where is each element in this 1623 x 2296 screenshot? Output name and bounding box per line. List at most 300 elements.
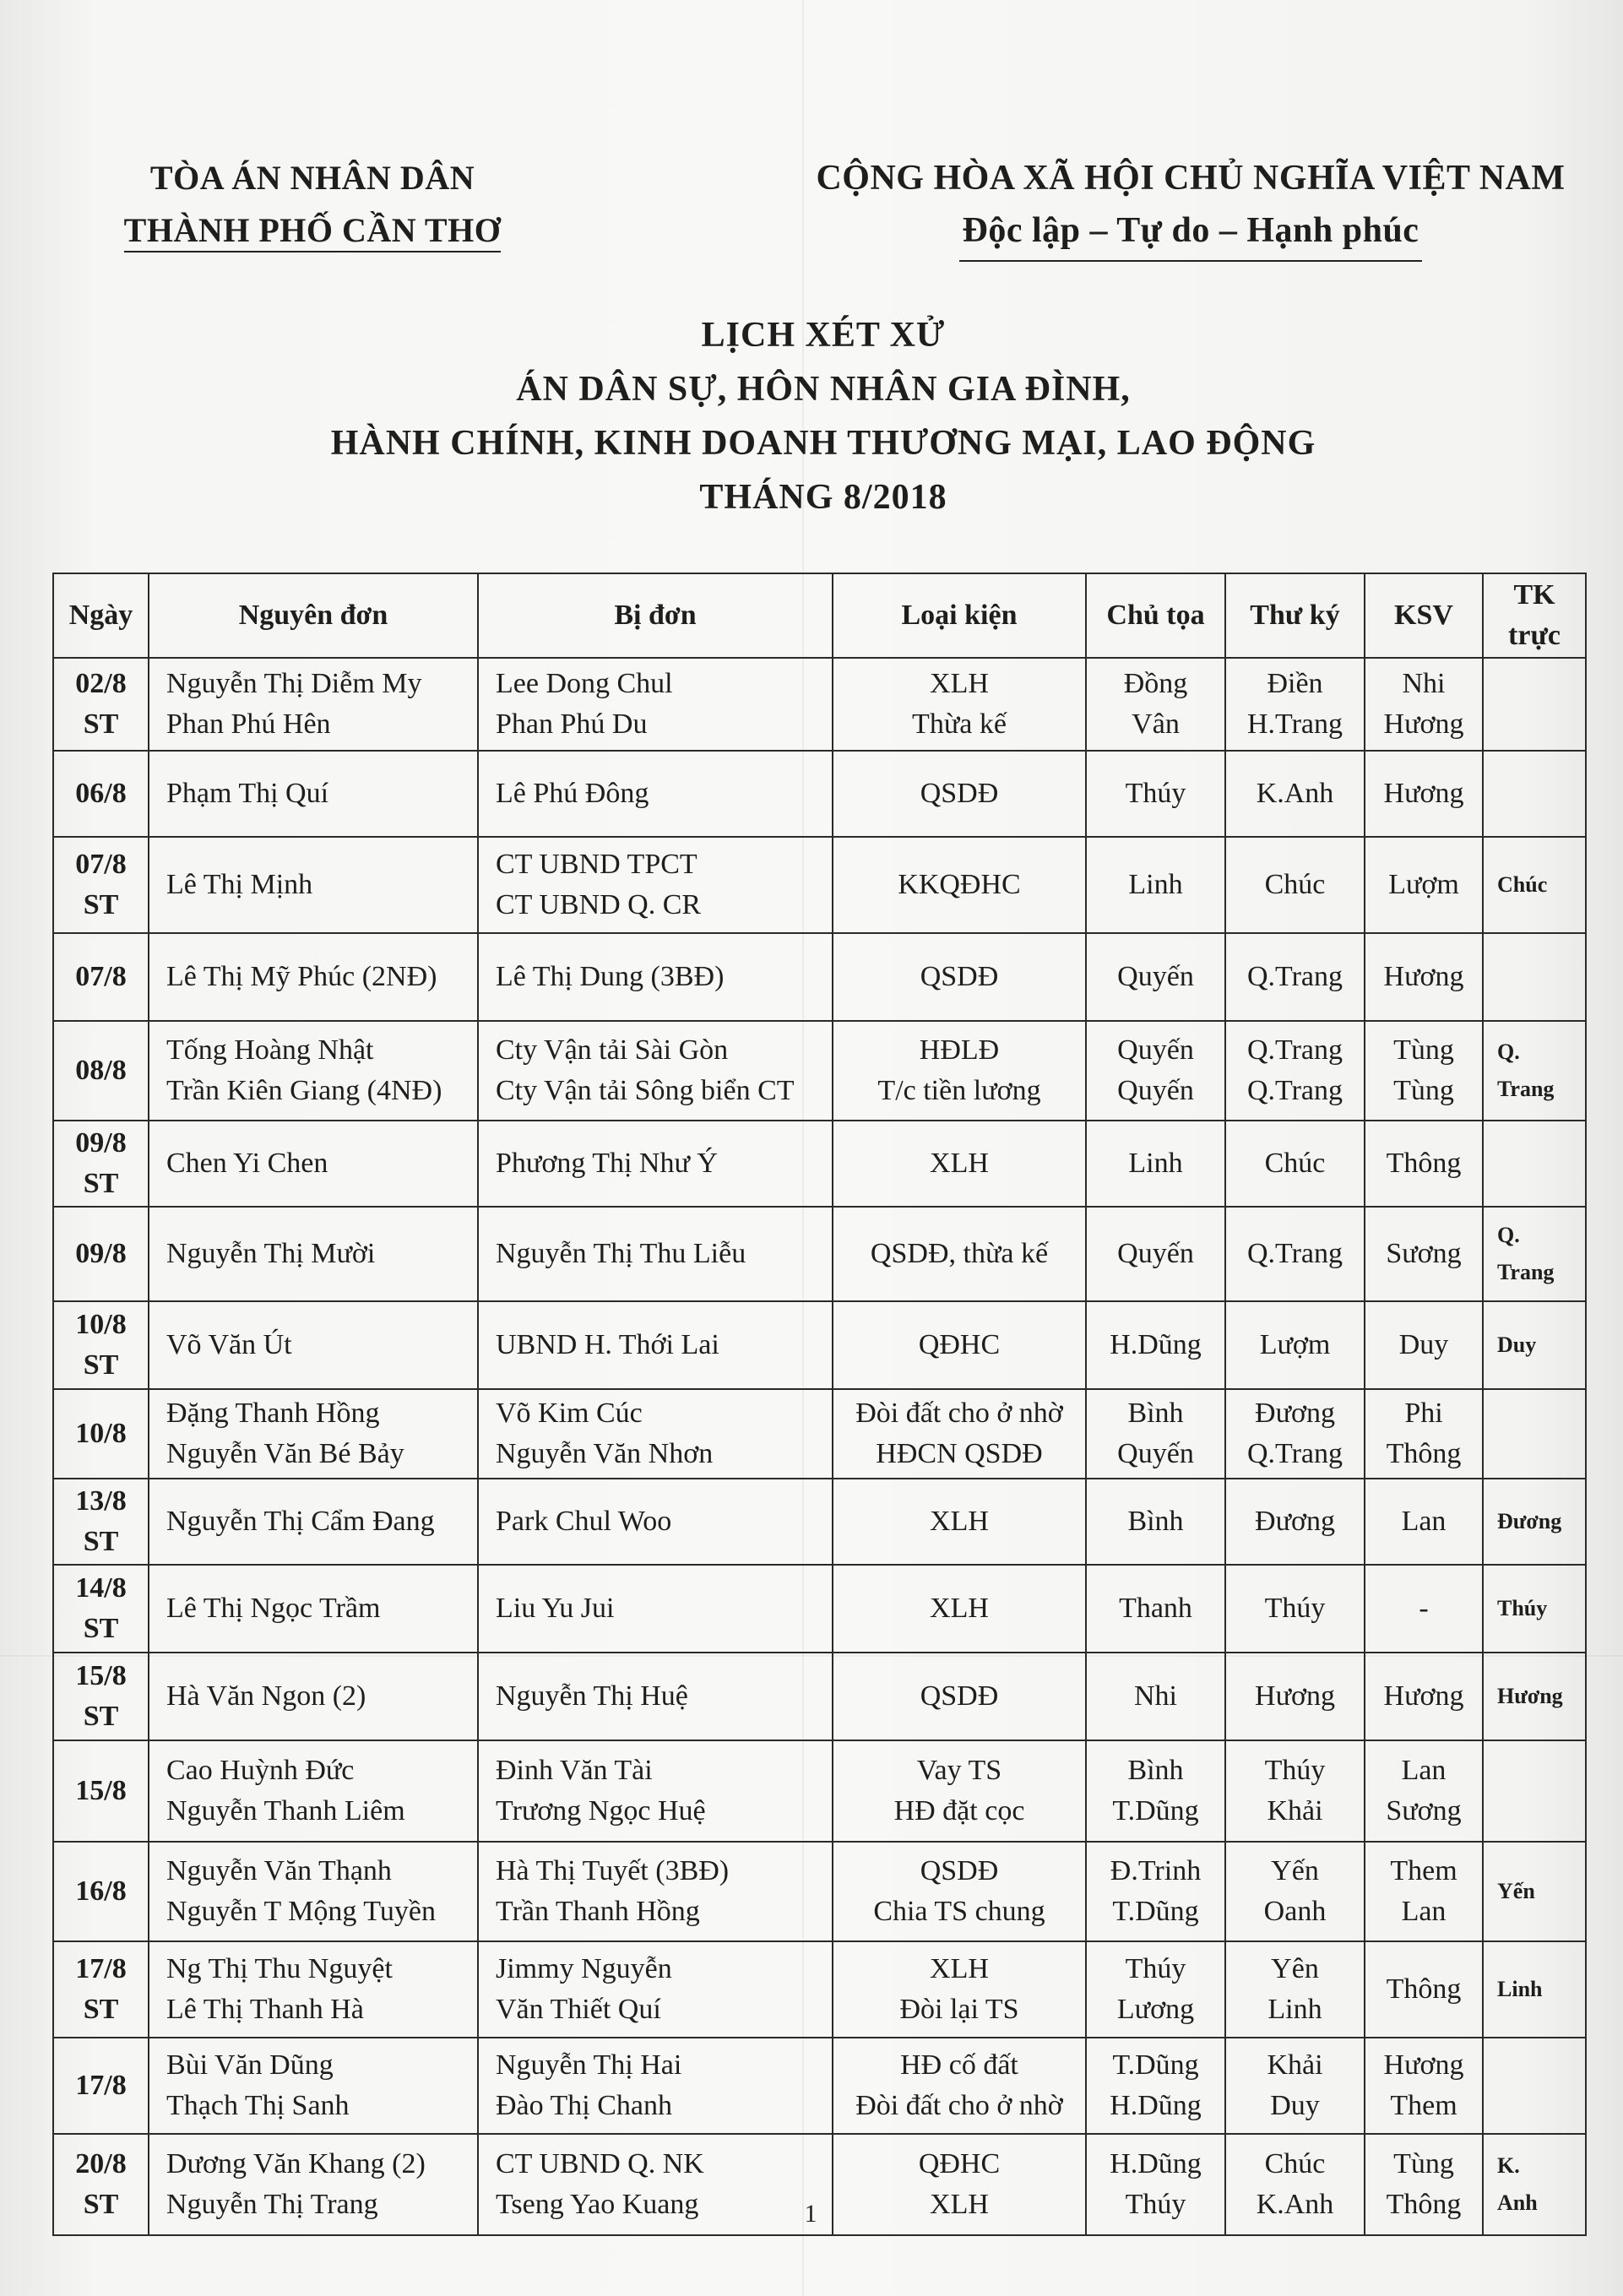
table-row xyxy=(53,751,1586,837)
cell-plaintiff-line: Nguyễn Thị Diễm My xyxy=(166,668,422,699)
cell-day-line: 10/8 xyxy=(75,1309,127,1340)
cell-defendant xyxy=(478,837,833,933)
cell-day xyxy=(53,1301,149,1389)
cell-tk-on-duty xyxy=(1483,1842,1586,1941)
cell-clerk-line: K.Anh xyxy=(1256,778,1334,809)
cell-prosecutor-line: Hương xyxy=(1383,708,1464,740)
cell-clerk xyxy=(1225,1207,1365,1301)
cell-presiding-line: Linh xyxy=(1128,869,1183,900)
cell-presiding-line: Thúy xyxy=(1125,778,1186,809)
col-header-day: Ngày xyxy=(53,573,149,658)
cell-prosecutor xyxy=(1365,1207,1483,1301)
table-row xyxy=(53,1021,1586,1121)
cell-tk-on-duty xyxy=(1483,2038,1586,2134)
cell-day xyxy=(53,751,149,837)
cell-plaintiff xyxy=(149,1021,478,1121)
cell-tk-on-duty xyxy=(1483,1021,1586,1121)
cell-clerk xyxy=(1225,933,1365,1021)
cell-plaintiff-line: Tống Hoàng Nhật xyxy=(166,1034,374,1066)
cell-presiding xyxy=(1086,1207,1225,1301)
cell-clerk-line: Hương xyxy=(1255,1680,1335,1712)
cell-tk-on-duty xyxy=(1483,837,1586,933)
cell-plaintiff xyxy=(149,1842,478,1941)
cell-tk-on-duty-line: Linh xyxy=(1497,1977,1543,2001)
col-header-clerk: Thư ký xyxy=(1225,573,1365,658)
cell-plaintiff-line: Phạm Thị Quí xyxy=(166,778,329,809)
cell-defendant-line: Nguyễn Thị Thu Liễu xyxy=(496,1238,746,1269)
cell-clerk-line: Lượm xyxy=(1259,1329,1331,1360)
table-header-row xyxy=(53,573,1586,658)
cell-defendant xyxy=(478,1842,833,1941)
cell-plaintiff-line: Chen Yi Chen xyxy=(166,1148,328,1179)
cell-day xyxy=(53,1479,149,1565)
cell-plaintiff xyxy=(149,2134,478,2235)
cell-defendant-line: Liu Yu Jui xyxy=(496,1593,615,1624)
cell-prosecutor-line: Tùng xyxy=(1393,2148,1454,2179)
table-row xyxy=(53,658,1586,751)
cell-defendant xyxy=(478,658,833,751)
cell-case-type-line: XLH xyxy=(930,1593,989,1624)
cell-clerk-line: Yên xyxy=(1271,1953,1319,1984)
title-line-4: THÁNG 8/2018 xyxy=(699,478,947,517)
cell-day-line: 08/8 xyxy=(75,1055,127,1086)
cell-prosecutor-line: Phi xyxy=(1404,1398,1443,1429)
cell-plaintiff xyxy=(149,658,478,751)
cell-case-type-line: HĐ đặt cọc xyxy=(893,1795,1025,1826)
cell-day xyxy=(53,1653,149,1740)
table-row xyxy=(53,1389,1586,1479)
cell-day xyxy=(53,1121,149,1207)
cell-day-line: ST xyxy=(83,1701,119,1732)
cell-case-type xyxy=(833,2134,1086,2235)
cell-day-line: ST xyxy=(83,889,119,920)
cell-day-line: ST xyxy=(83,1349,119,1381)
cell-day-line: ST xyxy=(83,1526,119,1557)
cell-plaintiff-line: Lê Thị Mịnh xyxy=(166,869,313,900)
cell-defendant-line: Lê Thị Dung (3BĐ) xyxy=(496,961,725,992)
cell-case-type-line: QSDĐ xyxy=(920,961,999,992)
cell-prosecutor xyxy=(1365,1565,1483,1653)
issuer-header xyxy=(101,152,524,257)
cell-clerk-line: K.Anh xyxy=(1256,2189,1334,2220)
cell-plaintiff-line: Nguyễn Văn Thạnh xyxy=(166,1855,392,1886)
cell-day-line: ST xyxy=(83,1168,119,1199)
cell-plaintiff-line: Phan Phú Hên xyxy=(166,708,331,740)
cell-clerk xyxy=(1225,2134,1365,2235)
cell-clerk-line: Q.Trang xyxy=(1246,1238,1343,1269)
cell-defendant-line: CT UBND Q. CR xyxy=(496,889,702,920)
cell-plaintiff-line: Nguyễn Thanh Liêm xyxy=(166,1795,405,1826)
cell-defendant-line: Tseng Yao Kuang xyxy=(496,2189,699,2220)
cell-prosecutor-line: Sương xyxy=(1386,1238,1462,1269)
cell-tk-on-duty-line: Yến xyxy=(1497,1879,1535,1903)
cell-defendant-line: Lê Phú Đông xyxy=(496,778,649,809)
title-line-1: LỊCH XÉT XỬ xyxy=(701,316,946,355)
cell-prosecutor-line: Nhi xyxy=(1402,668,1446,699)
cell-defendant-line: Đào Thị Chanh xyxy=(496,2090,673,2121)
cell-tk-on-duty xyxy=(1483,1653,1586,1740)
cell-day-line: 09/8 xyxy=(75,1238,127,1269)
cell-case-type xyxy=(833,1941,1086,2038)
cell-prosecutor-line: Them xyxy=(1390,1855,1457,1886)
cell-presiding xyxy=(1086,1653,1225,1740)
cell-clerk-line: Đương xyxy=(1255,1506,1335,1537)
cell-plaintiff xyxy=(149,1941,478,2038)
cell-tk-on-duty-line: Duy xyxy=(1497,1333,1537,1357)
cell-prosecutor-line: Hương xyxy=(1383,1680,1464,1712)
cell-day xyxy=(53,1389,149,1479)
cell-day-line: ST xyxy=(83,708,119,740)
cell-plaintiff-line: Nguyễn Thị Mười xyxy=(166,1238,376,1269)
cell-plaintiff-line: Nguyễn T Mộng Tuyền xyxy=(166,1896,436,1927)
cell-prosecutor-line: Thông xyxy=(1386,1973,1462,2005)
cell-defendant xyxy=(478,933,833,1021)
cell-plaintiff xyxy=(149,837,478,933)
cell-case-type-line: Vay TS xyxy=(916,1755,1002,1786)
cell-case-type-line: XLH xyxy=(930,1953,989,1984)
national-title: CỘNG HÒA XÃ HỘI CHỦ NGHĨA VIỆT NAM xyxy=(816,159,1566,198)
cell-case-type-line: HĐLĐ xyxy=(919,1034,1000,1066)
cell-defendant-line: Võ Kim Cúc xyxy=(496,1398,643,1429)
cell-case-type-line: HĐCN QSDĐ xyxy=(876,1438,1043,1469)
cell-tk-on-duty-line: Hương xyxy=(1497,1684,1563,1708)
cell-case-type xyxy=(833,751,1086,837)
cell-day-line: 13/8 xyxy=(75,1485,127,1517)
hearing-schedule-table xyxy=(52,573,1587,2236)
cell-presiding-line: Bình xyxy=(1127,1398,1184,1429)
cell-clerk-line: Q.Trang xyxy=(1246,1075,1343,1106)
cell-case-type-line: T/c tiền lương xyxy=(877,1075,1041,1106)
cell-prosecutor-line: Sương xyxy=(1386,1795,1462,1826)
cell-defendant-line: CT UBND TPCT xyxy=(496,849,698,880)
cell-tk-on-duty xyxy=(1483,1565,1586,1653)
cell-defendant-line: Phương Thị Như Ý xyxy=(496,1148,718,1179)
col-header-tk-line1: TK xyxy=(1513,579,1555,611)
cell-prosecutor xyxy=(1365,1389,1483,1479)
cell-prosecutor-line: Hương xyxy=(1383,2049,1464,2081)
table-row xyxy=(53,1842,1586,1941)
table-row xyxy=(53,1301,1586,1389)
cell-presiding xyxy=(1086,1389,1225,1479)
cell-clerk xyxy=(1225,1740,1365,1842)
cell-case-type xyxy=(833,1389,1086,1479)
cell-clerk-line: Điền xyxy=(1267,668,1323,699)
cell-defendant xyxy=(478,1389,833,1479)
cell-clerk xyxy=(1225,1941,1365,2038)
cell-day-line: ST xyxy=(83,1613,119,1644)
cell-case-type-line: Đòi lại TS xyxy=(899,1994,1019,2025)
cell-plaintiff xyxy=(149,1207,478,1301)
cell-presiding-line: Quyến xyxy=(1117,961,1194,992)
cell-case-type-line: QSDĐ xyxy=(920,1680,999,1712)
cell-clerk xyxy=(1225,837,1365,933)
cell-plaintiff-line: Nguyễn Văn Bé Bảy xyxy=(166,1438,404,1469)
cell-defendant xyxy=(478,2038,833,2134)
cell-tk-on-duty-line: Q. xyxy=(1497,1039,1520,1064)
cell-plaintiff-line: Nguyễn Thị Cẩm Đang xyxy=(166,1506,435,1537)
table-row xyxy=(53,1941,1586,2038)
col-header-presiding: Chủ tọa xyxy=(1086,573,1225,658)
cell-defendant-line: Nguyễn Văn Nhơn xyxy=(496,1438,714,1469)
cell-presiding-line: Linh xyxy=(1128,1148,1183,1179)
cell-prosecutor-line: Tùng xyxy=(1393,1034,1454,1066)
cell-presiding xyxy=(1086,1479,1225,1565)
cell-prosecutor-line: Duy xyxy=(1398,1329,1449,1360)
cell-plaintiff xyxy=(149,751,478,837)
cell-defendant-line: Lee Dong Chul xyxy=(496,668,673,699)
cell-prosecutor xyxy=(1365,933,1483,1021)
cell-presiding-line: H.Dũng xyxy=(1110,1329,1202,1360)
cell-tk-on-duty xyxy=(1483,751,1586,837)
cell-day xyxy=(53,1021,149,1121)
cell-day xyxy=(53,837,149,933)
cell-plaintiff-line: Ng Thị Thu Nguyệt xyxy=(166,1953,393,1984)
cell-plaintiff-line: Nguyễn Thị Trang xyxy=(166,2189,378,2220)
cell-clerk-line: Khải xyxy=(1267,1795,1323,1826)
cell-presiding-line: T.Dũng xyxy=(1112,1896,1199,1927)
cell-prosecutor-line: Thông xyxy=(1386,1438,1462,1469)
national-motto-wrap xyxy=(743,204,1623,262)
cell-case-type-line: Đòi đất cho ở nhờ xyxy=(855,2090,1063,2121)
cell-clerk xyxy=(1225,1021,1365,1121)
cell-case-type-line: XLH xyxy=(930,668,989,699)
cell-plaintiff xyxy=(149,1121,478,1207)
cell-presiding-line: Đ.Trinh xyxy=(1110,1855,1202,1886)
cell-day xyxy=(53,1842,149,1941)
cell-tk-on-duty-line: Trang xyxy=(1497,1260,1555,1284)
table-row xyxy=(53,1653,1586,1740)
cell-presiding-line: Quyến xyxy=(1117,1034,1194,1066)
cell-case-type xyxy=(833,1653,1086,1740)
cell-defendant xyxy=(478,1301,833,1389)
cell-plaintiff xyxy=(149,1479,478,1565)
cell-clerk-line: Q.Trang xyxy=(1246,1438,1343,1469)
cell-clerk xyxy=(1225,1389,1365,1479)
cell-clerk xyxy=(1225,2038,1365,2134)
cell-case-type-line: HĐ cố đất xyxy=(900,2049,1018,2081)
cell-case-type xyxy=(833,837,1086,933)
cell-prosecutor-line: Thông xyxy=(1386,2189,1462,2220)
cell-defendant xyxy=(478,1565,833,1653)
cell-defendant-line: Trương Ngọc Huệ xyxy=(496,1795,706,1826)
title-line-3: HÀNH CHÍNH, KINH DOANH THƯƠNG MẠI, LAO ĐỘNG xyxy=(330,424,1316,463)
cell-clerk-line: Chúc xyxy=(1264,1148,1326,1179)
cell-day xyxy=(53,658,149,751)
issuer-name: TÒA ÁN NHÂN DÂN xyxy=(149,159,475,197)
cell-presiding-line: Thanh xyxy=(1119,1593,1192,1624)
cell-case-type xyxy=(833,1842,1086,1941)
issuer-city-wrap xyxy=(101,204,524,257)
cell-defendant-line: Hà Thị Tuyết (3BĐ) xyxy=(496,1855,730,1886)
cell-day xyxy=(53,1941,149,2038)
cell-tk-on-duty-line: Thúy xyxy=(1497,1596,1548,1620)
cell-presiding-line: Nhi xyxy=(1134,1680,1177,1712)
cell-day xyxy=(53,1207,149,1301)
cell-day-line: 17/8 xyxy=(75,2070,127,2101)
cell-presiding-line: T.Dũng xyxy=(1112,2049,1199,2081)
cell-tk-on-duty xyxy=(1483,1740,1586,1842)
col-header-tk-line2: trực xyxy=(1508,620,1561,651)
cell-plaintiff-line: Bùi Văn Dũng xyxy=(166,2049,334,2081)
cell-plaintiff xyxy=(149,1740,478,1842)
cell-prosecutor xyxy=(1365,837,1483,933)
table-row xyxy=(53,1565,1586,1653)
cell-plaintiff-line: Hà Văn Ngon (2) xyxy=(166,1680,366,1712)
cell-plaintiff-line: Lê Thị Thanh Hà xyxy=(166,1994,364,2025)
table-row xyxy=(53,1207,1586,1301)
cell-tk-on-duty xyxy=(1483,1479,1586,1565)
cell-clerk-line: Chúc xyxy=(1264,2148,1326,2179)
cell-case-type xyxy=(833,1021,1086,1121)
cell-defendant xyxy=(478,1121,833,1207)
cell-prosecutor-line: Hương xyxy=(1383,961,1464,992)
cell-defendant-line: Văn Thiết Quí xyxy=(496,1994,661,2025)
cell-clerk-line: Đương xyxy=(1255,1398,1335,1429)
cell-case-type-line: QĐHC xyxy=(918,2148,1001,2179)
cell-presiding xyxy=(1086,1301,1225,1389)
cell-case-type-line: KKQĐHC xyxy=(898,869,1021,900)
issuer-city: THÀNH PHỐ CẦN THƠ xyxy=(124,211,502,252)
cell-presiding-line: Thúy xyxy=(1125,1953,1186,1984)
cell-clerk-line: Q.Trang xyxy=(1246,961,1343,992)
cell-presiding xyxy=(1086,1121,1225,1207)
cell-presiding-line: Quyến xyxy=(1117,1075,1194,1106)
cell-prosecutor xyxy=(1365,2134,1483,2235)
cell-presiding-line: H.Dũng xyxy=(1110,2090,1202,2121)
cell-presiding-line: T.Dũng xyxy=(1112,1795,1199,1826)
cell-presiding xyxy=(1086,751,1225,837)
cell-presiding-line: Bình xyxy=(1127,1506,1184,1537)
cell-prosecutor-line: - xyxy=(1419,1593,1429,1624)
col-header-case-type: Loại kiện xyxy=(833,573,1086,658)
cell-presiding-line: Thúy xyxy=(1125,2189,1186,2220)
cell-tk-on-duty-line: Chúc xyxy=(1497,872,1548,897)
cell-prosecutor-line: Lan xyxy=(1401,1755,1447,1786)
cell-day-line: 15/8 xyxy=(75,1660,127,1691)
cell-prosecutor xyxy=(1365,751,1483,837)
cell-tk-on-duty xyxy=(1483,1941,1586,2038)
cell-prosecutor xyxy=(1365,1740,1483,1842)
cell-presiding xyxy=(1086,1842,1225,1941)
cell-presiding xyxy=(1086,1565,1225,1653)
cell-case-type xyxy=(833,1479,1086,1565)
cell-presiding xyxy=(1086,658,1225,751)
cell-defendant xyxy=(478,1021,833,1121)
cell-day-line: 09/8 xyxy=(75,1127,127,1159)
cell-plaintiff-line: Dương Văn Khang (2) xyxy=(166,2148,426,2179)
cell-clerk-line: Duy xyxy=(1270,2090,1320,2121)
cell-plaintiff xyxy=(149,2038,478,2134)
cell-clerk xyxy=(1225,1121,1365,1207)
cell-clerk-line: Yến xyxy=(1271,1855,1319,1886)
cell-tk-on-duty xyxy=(1483,1207,1586,1301)
table-row xyxy=(53,837,1586,933)
cell-presiding-line: Đồng xyxy=(1123,668,1188,699)
cell-plaintiff-line: Võ Văn Út xyxy=(166,1329,292,1360)
cell-defendant xyxy=(478,1479,833,1565)
cell-tk-on-duty-line: K. xyxy=(1497,2153,1520,2178)
cell-case-type xyxy=(833,2038,1086,2134)
table-body xyxy=(53,658,1586,2235)
cell-defendant-line: Cty Vận tải Sông biển CT xyxy=(496,1075,795,1106)
cell-clerk xyxy=(1225,1842,1365,1941)
cell-day-line: 10/8 xyxy=(75,1418,127,1449)
cell-case-type xyxy=(833,1565,1086,1653)
cell-day-line: 14/8 xyxy=(75,1572,127,1604)
cell-defendant xyxy=(478,1740,833,1842)
cell-prosecutor-line: Lan xyxy=(1401,1506,1447,1537)
cell-case-type xyxy=(833,1207,1086,1301)
cell-clerk-line: Chúc xyxy=(1264,869,1326,900)
page-number: 1 xyxy=(804,2200,817,2228)
cell-tk-on-duty-line: Anh xyxy=(1497,2190,1538,2215)
cell-clerk-line: Thúy xyxy=(1264,1755,1326,1786)
cell-clerk-line: H.Trang xyxy=(1246,708,1343,740)
cell-defendant-line: CT UBND Q. NK xyxy=(496,2148,704,2179)
cell-case-type-line: XLH xyxy=(930,1148,989,1179)
cell-presiding xyxy=(1086,2134,1225,2235)
cell-prosecutor-line: Them xyxy=(1390,2090,1457,2121)
cell-plaintiff xyxy=(149,1653,478,1740)
cell-clerk-line: Oanh xyxy=(1263,1896,1327,1927)
cell-day xyxy=(53,933,149,1021)
col-header-plaintiff: Nguyên đơn xyxy=(149,573,478,658)
cell-presiding xyxy=(1086,933,1225,1021)
cell-defendant-line: Trần Thanh Hồng xyxy=(496,1896,700,1927)
cell-prosecutor-line: Hương xyxy=(1383,778,1464,809)
title-line-2: ÁN DÂN SỰ, HÔN NHÂN GIA ĐÌNH, xyxy=(516,370,1131,409)
cell-plaintiff xyxy=(149,1389,478,1479)
cell-presiding-line: Quyến xyxy=(1117,1438,1194,1469)
cell-case-type xyxy=(833,933,1086,1021)
cell-plaintiff-line: Đặng Thanh Hồng xyxy=(166,1398,380,1429)
cell-plaintiff-line: Lê Thị Ngọc Trầm xyxy=(166,1593,381,1624)
cell-case-type-line: Đòi đất cho ở nhờ xyxy=(855,1398,1063,1429)
cell-prosecutor-line: Tùng xyxy=(1393,1075,1454,1106)
cell-clerk-line: Q.Trang xyxy=(1246,1034,1343,1066)
cell-case-type xyxy=(833,658,1086,751)
cell-defendant-line: UBND H. Thới Lai xyxy=(496,1329,719,1360)
cell-prosecutor-line: Thông xyxy=(1386,1148,1462,1179)
cell-tk-on-duty xyxy=(1483,933,1586,1021)
cell-clerk xyxy=(1225,1301,1365,1389)
cell-day-line: 16/8 xyxy=(75,1875,127,1907)
cell-case-type-line: QĐHC xyxy=(918,1329,1001,1360)
table-row xyxy=(53,1740,1586,1842)
cell-prosecutor xyxy=(1365,1021,1483,1121)
cell-prosecutor xyxy=(1365,1941,1483,2038)
cell-presiding xyxy=(1086,1021,1225,1121)
cell-prosecutor xyxy=(1365,1479,1483,1565)
cell-tk-on-duty xyxy=(1483,2134,1586,2235)
cell-defendant xyxy=(478,751,833,837)
cell-plaintiff-line: Thạch Thị Sanh xyxy=(166,2090,350,2121)
cell-defendant-line: Jimmy Nguyễn xyxy=(496,1953,672,1984)
cell-day xyxy=(53,2038,149,2134)
cell-defendant-line: Park Chul Woo xyxy=(496,1506,672,1537)
national-motto: Độc lập – Tự do – Hạnh phúc xyxy=(959,204,1423,262)
cell-case-type-line: Thừa kế xyxy=(912,708,1007,740)
cell-plaintiff xyxy=(149,933,478,1021)
cell-defendant-line: Nguyễn Thị Hai xyxy=(496,2049,682,2081)
cell-clerk-line: Khải xyxy=(1267,2049,1323,2081)
col-header-prosecutor: KSV xyxy=(1365,573,1483,658)
cell-prosecutor xyxy=(1365,1301,1483,1389)
cell-presiding-line: Lương xyxy=(1116,1994,1195,2025)
cell-presiding-line: Vân xyxy=(1132,708,1180,740)
cell-case-type-line: QSDĐ xyxy=(920,1855,999,1886)
cell-defendant xyxy=(478,1207,833,1301)
